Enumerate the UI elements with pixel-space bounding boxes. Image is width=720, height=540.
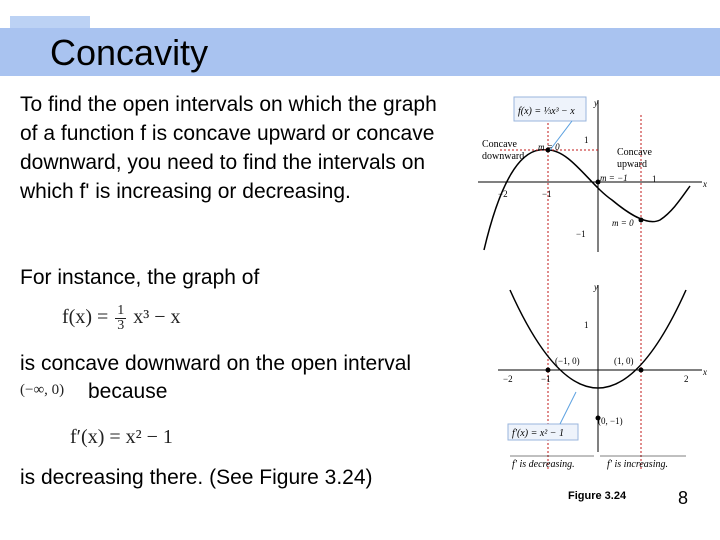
fraction-numerator: 1 <box>117 303 125 318</box>
bottom-y-label: y <box>594 282 598 292</box>
bottom-tick-xm1: −1 <box>541 374 551 384</box>
point-right-root <box>639 368 644 373</box>
figure-caption: Figure 3.24 <box>568 490 627 502</box>
point-vertex-label: (0, −1) <box>598 416 623 426</box>
top-tick-y1: 1 <box>584 135 589 145</box>
bottom-graph <box>498 282 707 470</box>
bottom-x-label: x <box>703 367 707 377</box>
caption-increasing: f′ is increasing. <box>607 459 668 470</box>
concave-down-text: is concave downward on the open interval <box>20 352 412 375</box>
interval-expression: (−∞, 0) <box>20 382 65 398</box>
bottom-tick-xm2: −2 <box>503 374 513 384</box>
top-x-label: x <box>703 179 707 189</box>
page-number: 8 <box>678 488 689 508</box>
slide-title: Concavity <box>50 32 209 73</box>
label-concave-up: Concave <box>617 147 652 158</box>
equation-f-lhs: f(x) = <box>62 306 109 329</box>
label-m-minus-1: m = −1 <box>600 173 628 183</box>
top-curve <box>484 150 690 250</box>
top-graph <box>478 97 707 470</box>
top-y-label: y <box>594 98 598 108</box>
point-right-label: (1, 0) <box>614 356 634 366</box>
intro-paragraph: To find the open intervals on which the graph of a function f is concave upward or concave downward, you need to find the intervals on which f' is increasing or decreasing. <box>20 93 437 203</box>
caption-decreasing: f′ is decreasing. <box>512 459 575 470</box>
top-tick-x1: 1 <box>652 174 657 184</box>
conclusion-text: is decreasing there. (See Figure 3.24) <box>20 466 373 489</box>
bottom-tick-x2: 2 <box>684 374 689 384</box>
point-left-label: (−1, 0) <box>555 356 580 366</box>
label-m0-right: m = 0 <box>612 218 634 228</box>
equation-f-rhs: x³ − x <box>133 306 181 329</box>
point-min <box>639 218 644 223</box>
bottom-tick-y1: 1 <box>584 320 589 330</box>
top-function-label: f(x) = ⅓x³ − x <box>518 106 575 117</box>
label-m0-left: m = 0 <box>538 142 560 152</box>
bottom-label-pointer <box>560 392 576 424</box>
top-tick-ym1: −1 <box>576 229 586 239</box>
label-concave-down-2: downward <box>482 151 525 162</box>
instance-text: For instance, the graph of <box>20 266 260 289</box>
because-text: because <box>88 380 168 403</box>
equation-fprime: f′(x) = x² − 1 <box>70 426 173 448</box>
bottom-function-label: f′(x) = x² − 1 <box>512 428 564 439</box>
label-concave-up-2: upward <box>617 159 647 170</box>
point-left-root <box>546 368 551 373</box>
fraction-denominator: 3 <box>117 318 125 333</box>
top-tick-xm1: −1 <box>542 189 552 199</box>
top-tick-xm2: −2 <box>498 189 508 199</box>
label-concave-down: Concave <box>482 139 517 150</box>
